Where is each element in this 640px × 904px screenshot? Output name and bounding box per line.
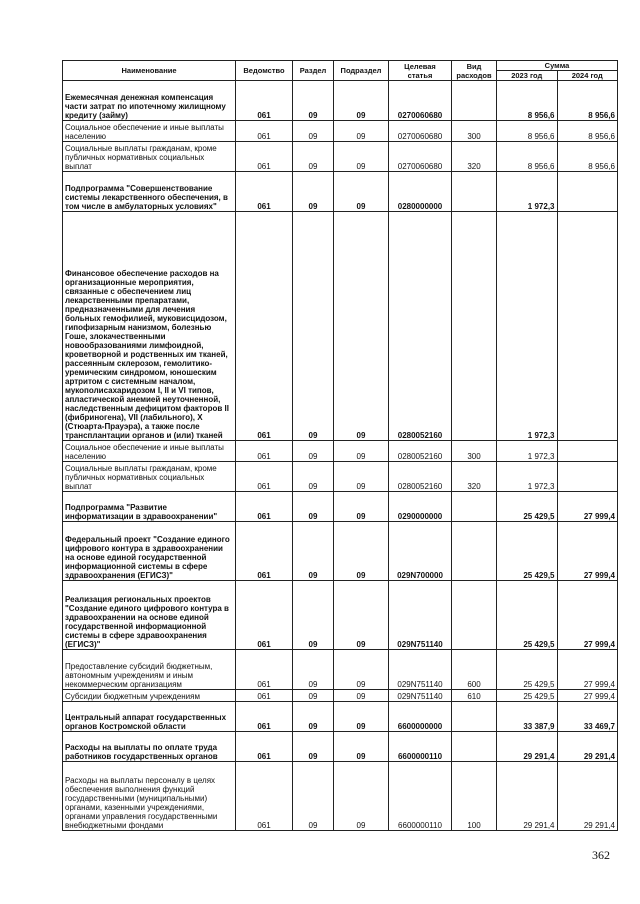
cell-sum-2023: 25 429,5 <box>497 581 558 650</box>
cell-podrazdel: 09 <box>334 581 389 650</box>
cell-sum-2024: 29 291,4 <box>557 762 618 831</box>
cell-podrazdel: 09 <box>334 762 389 831</box>
cell-celevaya-statya: 029N700000 <box>389 522 452 581</box>
budget-table <box>62 60 618 831</box>
cell-vid-raskhodov: 320 <box>452 462 497 492</box>
cell-vedomstvo: 061 <box>236 762 293 831</box>
cell-name: Ежемесячная денежная компенсация части затрат по ипотечному жилищному кредиту (займу) <box>63 81 236 121</box>
cell-razdel: 09 <box>293 762 334 831</box>
cell-name: Подпрограмма "Развитие информатизации в здравоохранении" <box>63 492 236 522</box>
cell-sum-2023: 1 972,3 <box>497 172 558 212</box>
cell-podrazdel: 09 <box>334 462 389 492</box>
header-vid-raskhodov: Вид расходов <box>452 61 497 81</box>
cell-name: Субсидии бюджетным учреждениям <box>63 690 236 702</box>
cell-razdel: 09 <box>293 522 334 581</box>
cell-name: Центральный аппарат государственных органов Костромской области <box>63 702 236 732</box>
cell-vid-raskhodov: 300 <box>452 121 497 142</box>
document-page <box>62 60 618 831</box>
cell-razdel: 09 <box>293 441 334 462</box>
cell-razdel: 09 <box>293 142 334 172</box>
table-row <box>63 81 618 121</box>
cell-sum-2023: 29 291,4 <box>497 762 558 831</box>
cell-name: Социальные выплаты гражданам, кроме публичных нормативных социальных выплат <box>63 142 236 172</box>
cell-name: Подпрограмма "Совершенствование системы лекарственного обеспечения, в том числе в амбулаторных условиях" <box>63 172 236 212</box>
cell-podrazdel: 09 <box>334 650 389 690</box>
cell-razdel: 09 <box>293 462 334 492</box>
cell-podrazdel: 09 <box>334 732 389 762</box>
cell-vedomstvo: 061 <box>236 492 293 522</box>
cell-vedomstvo: 061 <box>236 121 293 142</box>
cell-sum-2024: 27 999,4 <box>557 522 618 581</box>
table-row <box>63 142 618 172</box>
cell-podrazdel: 09 <box>334 492 389 522</box>
cell-celevaya-statya: 0280052160 <box>389 212 452 441</box>
cell-vid-raskhodov <box>452 81 497 121</box>
cell-vedomstvo: 061 <box>236 172 293 212</box>
cell-sum-2023: 1 972,3 <box>497 462 558 492</box>
cell-sum-2023: 25 429,5 <box>497 650 558 690</box>
page-number: 362 <box>592 848 610 862</box>
cell-sum-2024 <box>557 441 618 462</box>
cell-sum-2024 <box>557 172 618 212</box>
cell-podrazdel: 09 <box>334 690 389 702</box>
cell-sum-2024: 8 956,6 <box>557 81 618 121</box>
cell-vedomstvo: 061 <box>236 732 293 762</box>
cell-razdel: 09 <box>293 581 334 650</box>
cell-sum-2023: 8 956,6 <box>497 121 558 142</box>
table-body <box>63 81 618 831</box>
cell-vid-raskhodov: 610 <box>452 690 497 702</box>
cell-name: Реализация региональных проектов "Создание единого цифрового контура в здравоохранении на основе единой государственной информационной системы в сфере здравоохранения (ЕГИСЗ)" <box>63 581 236 650</box>
cell-sum-2024: 29 291,4 <box>557 732 618 762</box>
cell-razdel: 09 <box>293 121 334 142</box>
cell-name: Социальные выплаты гражданам, кроме публичных нормативных социальных выплат <box>63 462 236 492</box>
cell-vid-raskhodov <box>452 522 497 581</box>
cell-celevaya-statya: 0270060680 <box>389 142 452 172</box>
table-row <box>63 212 618 441</box>
table-row <box>63 581 618 650</box>
cell-vid-raskhodov <box>452 732 497 762</box>
cell-vid-raskhodov <box>452 492 497 522</box>
cell-vid-raskhodov <box>452 581 497 650</box>
table-row <box>63 172 618 212</box>
cell-sum-2023: 33 387,9 <box>497 702 558 732</box>
cell-sum-2024: 27 999,4 <box>557 690 618 702</box>
cell-celevaya-statya: 0280052160 <box>389 462 452 492</box>
cell-name: Предоставление субсидий бюджетным, автономным учреждениям и иным некоммерческим организациям <box>63 650 236 690</box>
cell-sum-2023: 25 429,5 <box>497 690 558 702</box>
cell-sum-2024 <box>557 212 618 441</box>
cell-podrazdel: 09 <box>334 441 389 462</box>
cell-vedomstvo: 061 <box>236 462 293 492</box>
cell-vid-raskhodov <box>452 212 497 441</box>
cell-podrazdel: 09 <box>334 702 389 732</box>
cell-sum-2023: 25 429,5 <box>497 522 558 581</box>
cell-celevaya-statya: 029N751140 <box>389 581 452 650</box>
cell-vedomstvo: 061 <box>236 81 293 121</box>
header-razdel: Раздел <box>293 61 334 81</box>
header-year-2024: 2024 год <box>557 71 618 81</box>
cell-celevaya-statya: 0280000000 <box>389 172 452 212</box>
cell-sum-2023: 25 429,5 <box>497 492 558 522</box>
cell-celevaya-statya: 0290000000 <box>389 492 452 522</box>
header-podrazdel: Подраздел <box>334 61 389 81</box>
table-row <box>63 762 618 831</box>
cell-celevaya-statya: 6600000110 <box>389 762 452 831</box>
cell-vid-raskhodov: 100 <box>452 762 497 831</box>
cell-razdel: 09 <box>293 702 334 732</box>
cell-name: Расходы на выплаты персоналу в целях обеспечения выполнения функций государственными (муниципальными) органами, казенными учреждениями, органами управления государственными внебюджетными фондами <box>63 762 236 831</box>
cell-vedomstvo: 061 <box>236 212 293 441</box>
cell-vedomstvo: 061 <box>236 142 293 172</box>
cell-celevaya-statya: 0270060680 <box>389 121 452 142</box>
cell-celevaya-statya: 029N751140 <box>389 650 452 690</box>
cell-podrazdel: 09 <box>334 522 389 581</box>
table-row <box>63 650 618 690</box>
cell-vid-raskhodov: 300 <box>452 441 497 462</box>
table-row <box>63 690 618 702</box>
cell-podrazdel: 09 <box>334 142 389 172</box>
table-row <box>63 121 618 142</box>
cell-sum-2024: 27 999,4 <box>557 492 618 522</box>
cell-vedomstvo: 061 <box>236 441 293 462</box>
cell-razdel: 09 <box>293 212 334 441</box>
cell-sum-2024: 33 469,7 <box>557 702 618 732</box>
table-header-row <box>63 61 618 71</box>
cell-vid-raskhodov: 600 <box>452 650 497 690</box>
cell-razdel: 09 <box>293 492 334 522</box>
cell-name: Социальное обеспечение и иные выплаты населению <box>63 121 236 142</box>
cell-vid-raskhodov: 320 <box>452 142 497 172</box>
cell-vedomstvo: 061 <box>236 522 293 581</box>
cell-sum-2023: 8 956,6 <box>497 142 558 172</box>
header-summa: Сумма <box>497 61 618 71</box>
cell-name: Финансовое обеспечение расходов на организационные мероприятия, связанные с обеспечением лиц лекарственными препаратами, предназначенными для лечения больных гемофилией, муковисцидозом, гипофизарным нанизмом, болезнью Гоше, злокачественными новообразованиями лимфоидной, кроветворной и родственных им тканей, рассеянным склерозом, гемолитико-уремическим синдромом, юношеским артритом с системным началом, мукополисахаридозом I, II и VI типов, апластической анемией неуточненной, наследственным дефицитом факторов II (фибриногена), VII (лабильного), X (Стюарта-Прауэра), а также после трансплантации органов и (или) тканей <box>63 212 236 441</box>
header-celevaya-statya: Целевая статья <box>389 61 452 81</box>
cell-celevaya-statya: 0270060680 <box>389 81 452 121</box>
cell-razdel: 09 <box>293 690 334 702</box>
cell-podrazdel: 09 <box>334 121 389 142</box>
table-row <box>63 462 618 492</box>
cell-celevaya-statya: 6600000000 <box>389 702 452 732</box>
cell-celevaya-statya: 0280052160 <box>389 441 452 462</box>
header-year-2023: 2023 год <box>497 71 558 81</box>
cell-vedomstvo: 061 <box>236 690 293 702</box>
cell-vid-raskhodov <box>452 702 497 732</box>
cell-name: Федеральный проект "Создание единого цифрового контура в здравоохранении на основе единой государственной информационной системы в сфере здравоохранения (ЕГИСЗ)" <box>63 522 236 581</box>
table-row <box>63 492 618 522</box>
cell-sum-2023: 1 972,3 <box>497 212 558 441</box>
cell-sum-2024: 8 956,6 <box>557 142 618 172</box>
cell-sum-2023: 8 956,6 <box>497 81 558 121</box>
cell-celevaya-statya: 029N751140 <box>389 690 452 702</box>
header-name: Наименование <box>63 61 236 81</box>
cell-razdel: 09 <box>293 172 334 212</box>
cell-vedomstvo: 061 <box>236 650 293 690</box>
cell-podrazdel: 09 <box>334 212 389 441</box>
table-row <box>63 732 618 762</box>
table-row <box>63 702 618 732</box>
cell-podrazdel: 09 <box>334 81 389 121</box>
cell-vedomstvo: 061 <box>236 702 293 732</box>
cell-podrazdel: 09 <box>334 172 389 212</box>
header-vedomstvo: Ведомство <box>236 61 293 81</box>
cell-vid-raskhodov <box>452 172 497 212</box>
cell-sum-2024 <box>557 462 618 492</box>
cell-name: Социальное обеспечение и иные выплаты населению <box>63 441 236 462</box>
table-row <box>63 522 618 581</box>
cell-razdel: 09 <box>293 650 334 690</box>
cell-celevaya-statya: 6600000110 <box>389 732 452 762</box>
cell-name: Расходы на выплаты по оплате труда работников государственных органов <box>63 732 236 762</box>
cell-sum-2024: 27 999,4 <box>557 650 618 690</box>
cell-razdel: 09 <box>293 732 334 762</box>
cell-sum-2024: 27 999,4 <box>557 581 618 650</box>
table-row <box>63 441 618 462</box>
cell-vedomstvo: 061 <box>236 581 293 650</box>
cell-sum-2023: 29 291,4 <box>497 732 558 762</box>
cell-razdel: 09 <box>293 81 334 121</box>
cell-sum-2023: 1 972,3 <box>497 441 558 462</box>
cell-sum-2024: 8 956,6 <box>557 121 618 142</box>
